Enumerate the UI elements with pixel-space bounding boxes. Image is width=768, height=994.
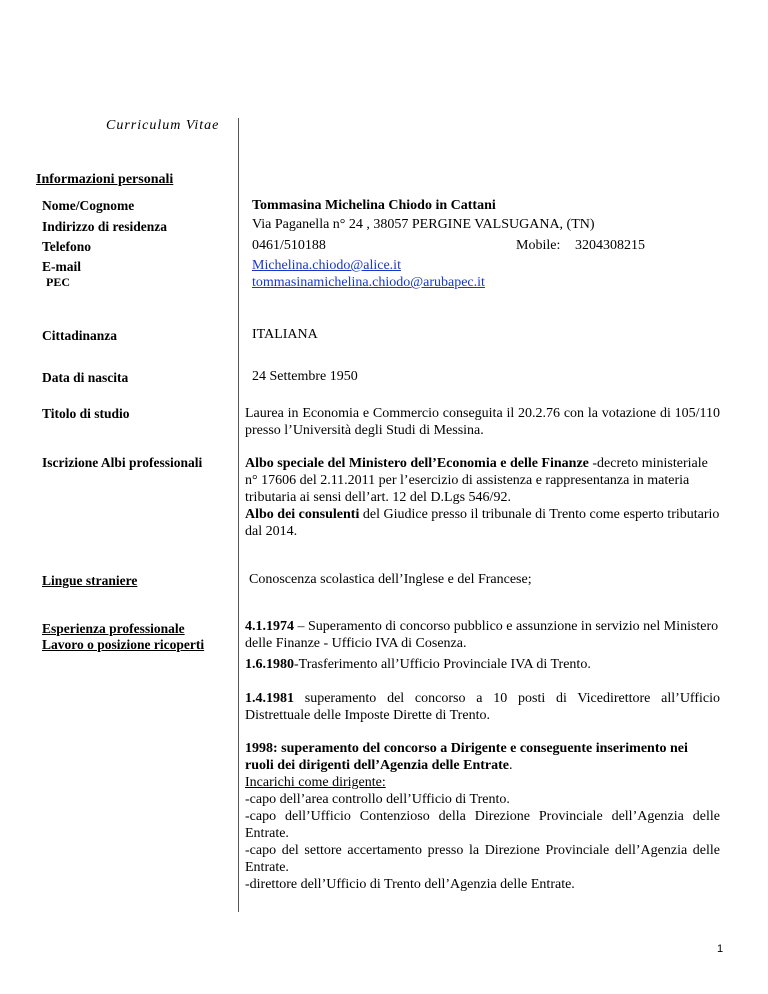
experience-entry-1974: [245, 618, 720, 652]
name-label: Nome/Cognome: [42, 198, 135, 213]
experience-entry-1980: [245, 656, 720, 673]
name-value: Tommasina Michelina Chiodo in Cattani: [252, 198, 496, 213]
languages-label: Lingue straniere: [42, 573, 138, 588]
incarico-item: -capo dell’area controllo dell’Ufficio di Trento.: [245, 792, 510, 807]
entry-1998-dot: .: [509, 758, 513, 773]
incarichi-list: [245, 774, 720, 893]
degree-label: Titolo di studio: [42, 406, 130, 421]
incarico-item: -capo dell’Ufficio Contenzioso della Direzione Provinciale dell’Agenzia delle Entrate.: [245, 809, 720, 841]
position-label: Lavoro o posizione ricoperti: [42, 637, 205, 652]
albi-text: [245, 455, 720, 540]
entry-1998-title: 1998: superamento del concorso a Dirigente e conseguente inserimento nei ruoli dei dirigenti dell’Agenzia delle Entrate: [245, 741, 688, 773]
mobile-value: 3204308215: [575, 238, 645, 253]
birthdate-value: 24 Settembre 1950: [252, 369, 358, 384]
albi-speciale-title: Albo speciale del Ministero dell’Economia e delle Finanze: [245, 456, 589, 471]
experience-entry-1998: [245, 740, 720, 774]
birthdate-label: Data di nascita: [42, 370, 129, 385]
section-personal-title: Informazioni personali: [36, 172, 174, 187]
citizenship-value: ITALIANA: [252, 327, 318, 342]
albi-consulenti-title: Albo dei consulenti: [245, 507, 360, 522]
pec-label: PEC: [46, 275, 70, 289]
address-value: Via Paganella n° 24 , 38057 PERGINE VALSUGANA, (TN): [252, 217, 595, 232]
incarico-item: -capo del settore accertamento presso la Direzione Provinciale dell’Agenzia delle Entrate.: [245, 843, 720, 875]
entry-1974-date: 4.1.1974: [245, 619, 294, 634]
languages-value: Conoscenza scolastica dell’Inglese e del Francese;: [249, 572, 532, 587]
cv-title: Curriculum Vitae: [106, 118, 220, 133]
email-label: E-mail: [42, 259, 81, 274]
pec-link[interactable]: tommasinamichelina.chiodo@arubapec.it: [252, 275, 485, 290]
entry-1980-date: 1.6.1980: [245, 657, 294, 672]
citizenship-label: Cittadinanza: [42, 328, 118, 343]
entry-1974-text: – Superamento di concorso pubblico e assunzione in servizio nel Ministero delle Finanze - Ufficio IVA di Cosenza.: [245, 619, 719, 651]
page-number: 1: [717, 943, 724, 955]
albi-label: Iscrizione Albi professionali: [42, 455, 203, 470]
address-label: Indirizzo di residenza: [42, 219, 168, 234]
mobile-label: Mobile:: [516, 238, 561, 253]
phone-value: 0461/510188: [252, 238, 326, 253]
degree-value: Laurea in Economia e Commercio conseguita il 20.2.76 con la votazione di 105/110 presso l’Università degli Studi di Messina.: [245, 406, 720, 438]
entry-1980-text: -Trasferimento all’Ufficio Provinciale IVA di Trento.: [294, 657, 591, 672]
experience-entry-1981: [245, 690, 720, 724]
entry-1981-text: superamento del concorso a 10 posti di Vicedirettore all’Ufficio Distrettuale delle Imposte Dirette di Trento.: [245, 691, 720, 723]
email-link[interactable]: Michelina.chiodo@alice.it: [252, 258, 401, 273]
column-divider: [238, 118, 239, 912]
experience-label: Esperienza professionale: [42, 621, 185, 636]
phone-label: Telefono: [42, 239, 92, 254]
entry-1981-date: 1.4.1981: [245, 691, 294, 706]
incarichi-title: Incarichi come dirigente:: [245, 775, 386, 790]
incarico-item: -direttore dell’Ufficio di Trento dell’Agenzia delle Entrate.: [245, 877, 575, 892]
albi-speciale-text: -decreto ministeriale n° 17606 del 2.11.2011 per l’esercizio di assistenza e rappresentanza in materia tributaria ai sensi dell’art. 12 del D.Lgs 546/92.: [245, 456, 708, 505]
albi-consulenti-text: del Giudice presso il tribunale di Trento come esperto tributario dal 2014.: [245, 507, 720, 539]
